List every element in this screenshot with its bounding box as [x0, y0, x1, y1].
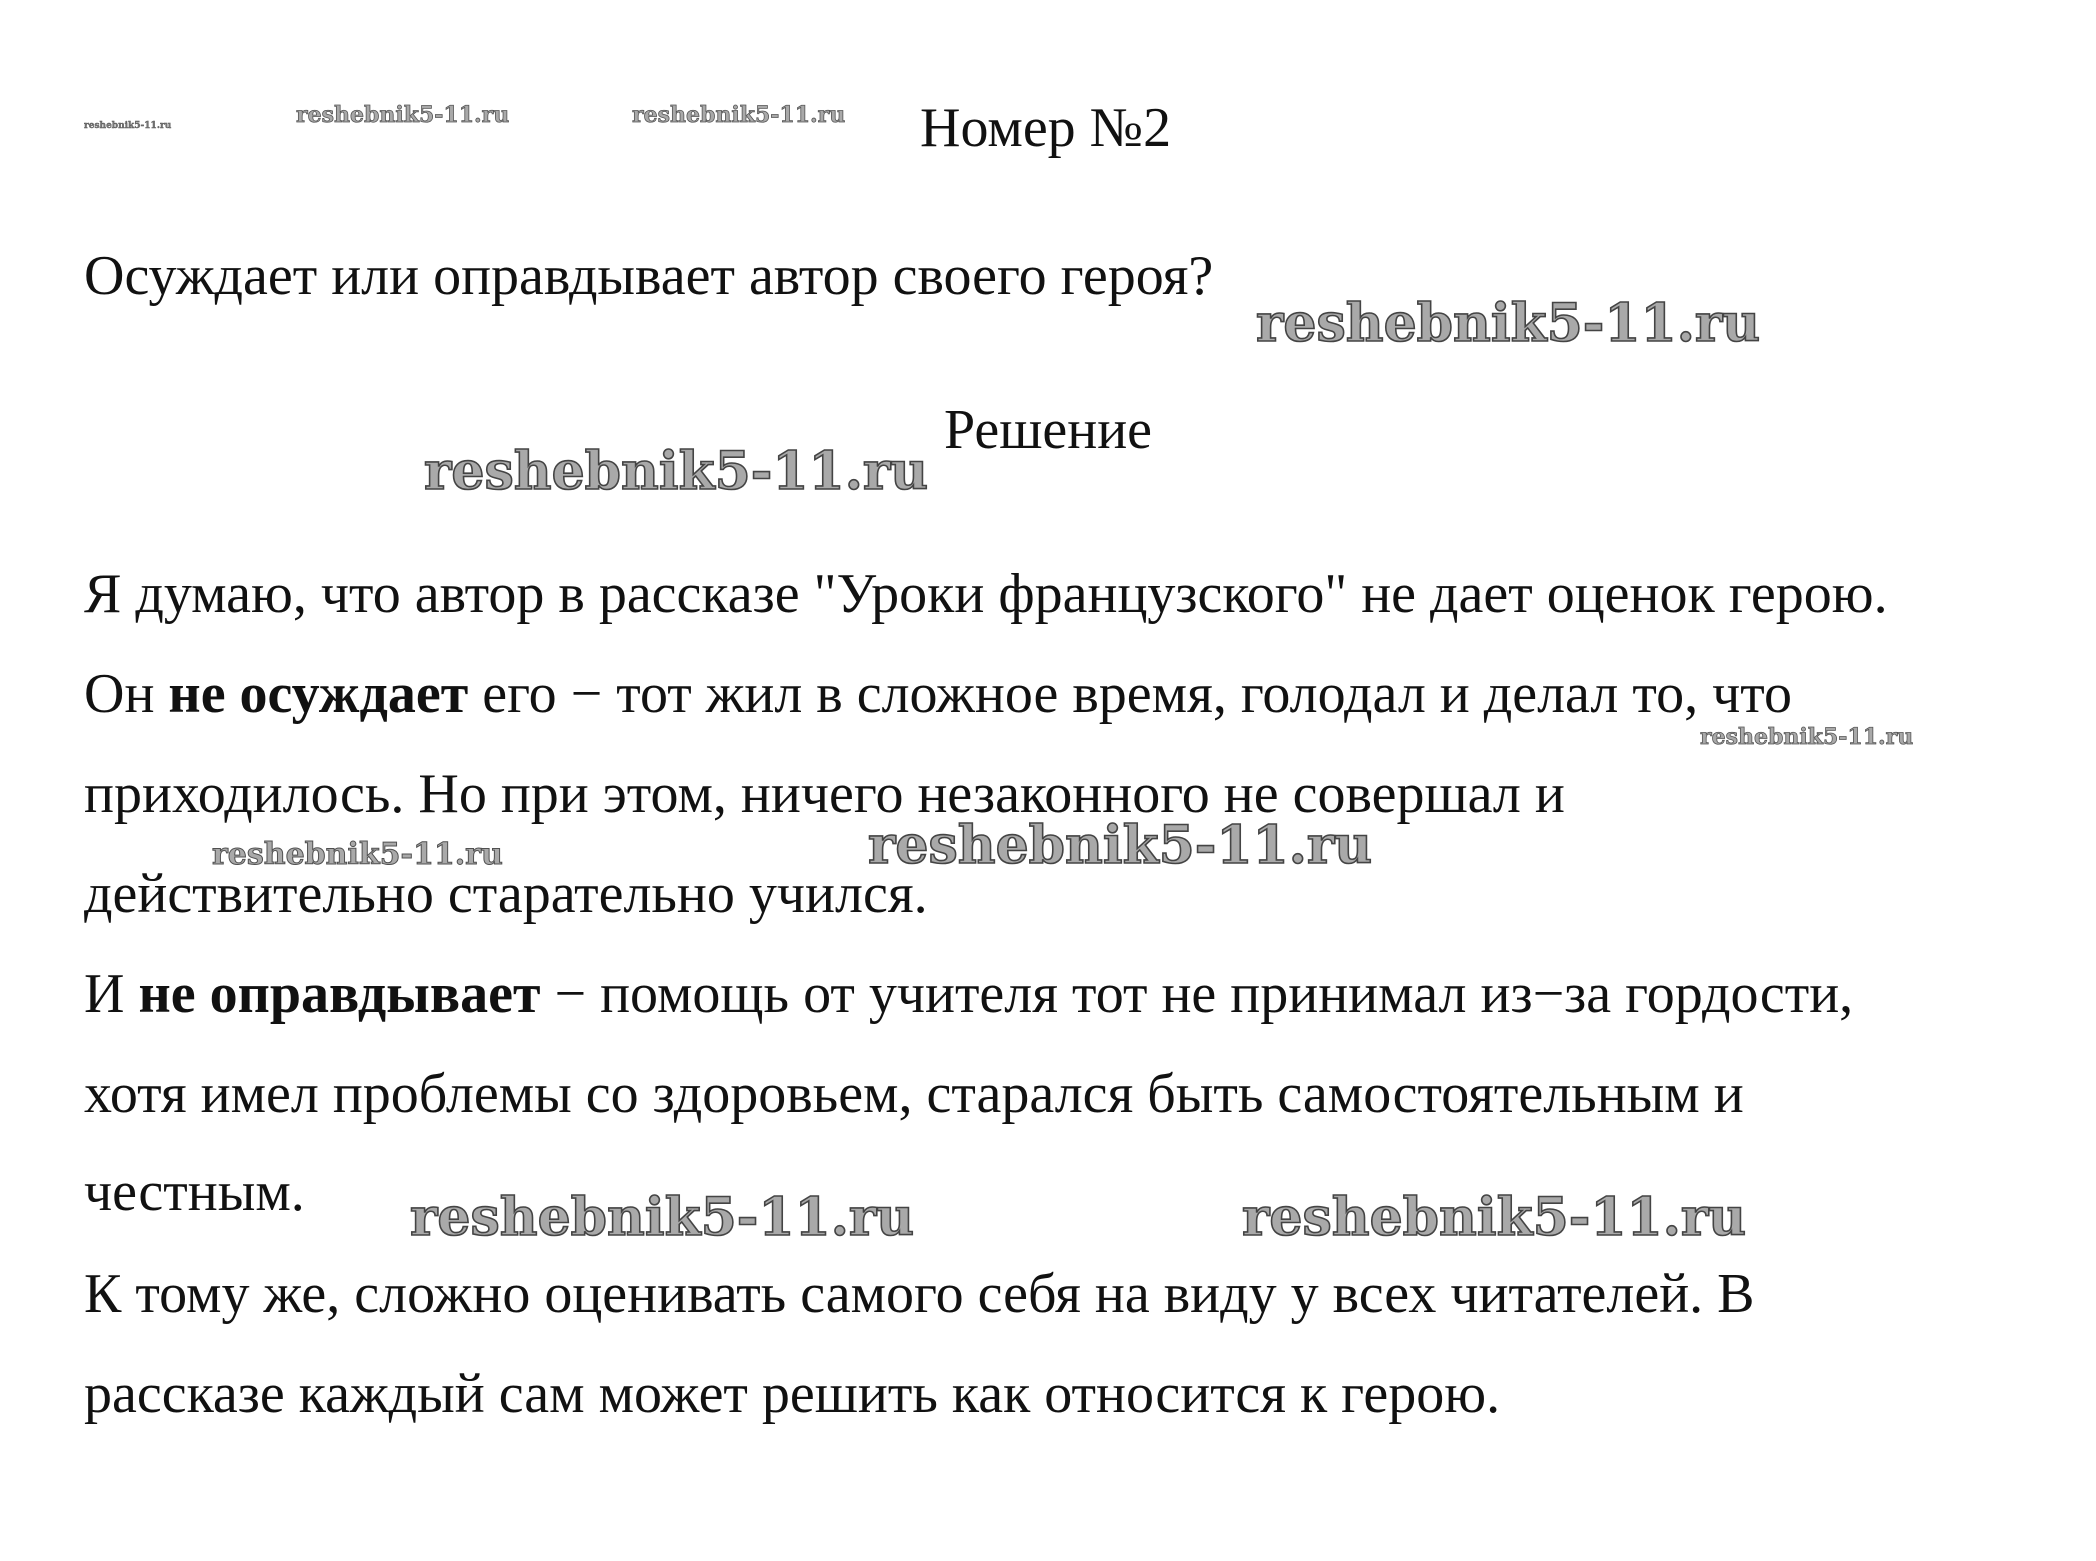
answer-line-4: действительно старательно учился.	[84, 863, 928, 925]
watermark-big-2: reshebnik5-11.ru	[424, 441, 929, 502]
answer-line-2	[84, 662, 1792, 726]
answer-line-2-rest: его − тот жил в сложное время, голодал и делал то, что	[468, 663, 1792, 725]
solution-label: Решение	[944, 399, 1153, 461]
watermark-small-1: reshebnik5-11.ru	[296, 102, 510, 128]
answer-line-3: приходилось. Но при этом, ничего незаконного не совершал и	[84, 763, 1565, 825]
watermark-big-1: reshebnik5-11.ru	[1256, 293, 1761, 354]
answer-line-8: К тому же, сложно оценивать самого себя на виду у всех читателей. В	[84, 1263, 1755, 1325]
answer-line-9: рассказе каждый сам может решить как относится к герою.	[84, 1363, 1501, 1425]
answer-line-2-bold: не осуждает	[168, 663, 469, 725]
watermark-big-4: reshebnik5-11.ru	[410, 1187, 915, 1248]
watermark-big-5: reshebnik5-11.ru	[1242, 1187, 1747, 1248]
question-text: Осуждает или оправдывает автор своего героя?	[84, 245, 1214, 307]
watermark-small-2: reshebnik5-11.ru	[632, 102, 846, 128]
answer-line-5-start: И	[84, 963, 139, 1025]
answer-line-5	[84, 962, 1853, 1026]
watermark-big-3: reshebnik5-11.ru	[868, 815, 1373, 876]
answer-line-5-rest: − помощь от учителя тот не принимал из−за гордости,	[540, 963, 1854, 1025]
answer-line-7: честным.	[84, 1161, 305, 1223]
watermark-small-3: reshebnik5-11.ru	[1700, 724, 1914, 750]
watermark-tiny: reshebnik5-11.ru	[84, 121, 172, 131]
watermark-mid-1: reshebnik5-11.ru	[212, 837, 503, 872]
answer-line-2-start: Он	[84, 663, 169, 725]
answer-line-5-bold: не оправдывает	[138, 963, 541, 1025]
answer-line-1: Я думаю, что автор в рассказе "Уроки французского" не дает оценок герою.	[84, 563, 1888, 625]
answer-line-6: хотя имел проблемы со здоровьем, старался быть самостоятельным и	[84, 1063, 1744, 1125]
page-title: Номер №2	[920, 97, 1172, 159]
